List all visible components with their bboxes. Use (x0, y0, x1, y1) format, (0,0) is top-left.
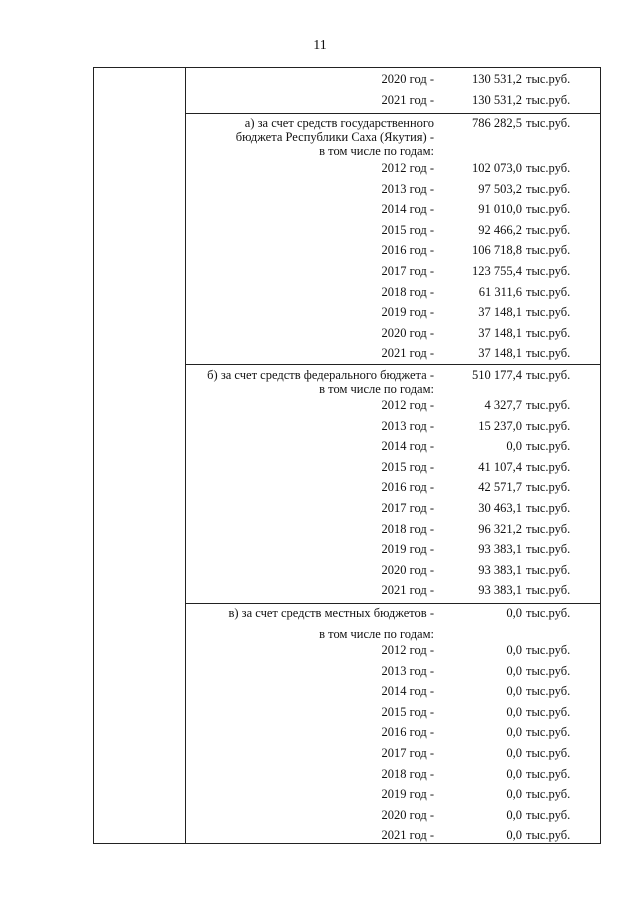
section-a-row-year-label: 2018 год - (381, 284, 434, 299)
section-a-row-amount: 91 010,0 (478, 202, 522, 217)
section-a-subtitle: в том числе по годам: (319, 144, 434, 158)
section-c-row-amount: 0,0 (506, 704, 522, 719)
section-c-row-year-label: 2019 год - (381, 787, 434, 802)
section-b-row-year-label: 2020 год - (381, 562, 434, 577)
section-a-row-unit: тыс.руб. (526, 243, 571, 258)
section-c-row-year-label: 2012 год - (381, 643, 434, 657)
top-row-year-label: 2020 год - (381, 72, 434, 86)
section-a-row-amount: 123 755,4 (472, 264, 522, 278)
section-c-divider (185, 603, 600, 604)
section-a-title: а) за счет средств государственного (244, 116, 434, 130)
section-c-row-unit: тыс.руб. (526, 746, 571, 760)
top-row-unit: тыс.руб. (526, 92, 571, 107)
page-number: 11 (313, 38, 327, 53)
section-b-row-year-label: 2021 год - (381, 583, 434, 598)
section-a-row-amount: 102 073,0 (472, 161, 522, 175)
section-a-row-unit: тыс.руб. (526, 305, 571, 320)
section-b-row-unit: тыс.руб. (526, 521, 571, 536)
section-c-row-year-label: 2015 год - (381, 704, 434, 719)
section-b-row-amount: 93 383,1 (478, 562, 522, 577)
section-a-total: 786 282,5 (472, 116, 522, 130)
section-a-row-year-label: 2021 год - (381, 346, 434, 361)
section-c-row-unit: тыс.руб. (526, 766, 571, 781)
section-b-row-year-label: 2016 год - (381, 480, 434, 495)
section-b-row-amount: 96 321,2 (478, 521, 522, 536)
section-b-row-year-label: 2017 год - (381, 501, 434, 515)
section-c-row-unit: тыс.руб. (526, 725, 571, 740)
section-b-row-amount: 15 237,0 (478, 418, 522, 433)
section-a-row-amount: 97 503,2 (478, 181, 522, 196)
section-a-title-line2: бюджета Республики Саха (Якутия) - (235, 130, 434, 144)
section-a-row-unit: тыс.руб. (526, 325, 571, 340)
section-a-row-unit: тыс.руб. (526, 346, 571, 361)
section-b-row-amount: 41 107,4 (478, 459, 522, 474)
section-b-row-unit: тыс.руб. (526, 501, 571, 515)
section-a-row-amount: 92 466,2 (478, 222, 522, 237)
section-c-row-amount: 0,0 (506, 746, 522, 760)
section-c-row-year-label: 2013 год - (381, 663, 434, 678)
section-c-row-unit: тыс.руб. (526, 787, 571, 802)
section-b-row-unit: тыс.руб. (526, 439, 571, 454)
section-c-row-unit: тыс.руб. (526, 643, 571, 657)
section-b-row-unit: тыс.руб. (526, 459, 571, 474)
section-a-row-unit: тыс.руб. (526, 284, 571, 299)
top-row-unit: тыс.руб. (526, 72, 571, 86)
section-b-row-amount: 93 383,1 (478, 542, 522, 557)
section-a-row-year-label: 2019 год - (381, 305, 434, 320)
section-a-row-unit: тыс.руб. (526, 264, 571, 278)
section-c-row-unit: тыс.руб. (526, 807, 571, 822)
section-c-row-year-label: 2020 год - (381, 807, 434, 822)
section-c-row-amount: 0,0 (506, 643, 522, 657)
section-c-row-amount: 0,0 (506, 787, 522, 802)
section-c-row-year-label: 2021 год - (381, 828, 434, 843)
section-a-row-amount: 37 148,1 (478, 346, 522, 361)
section-a-row-unit: тыс.руб. (526, 222, 571, 237)
section-b-row-unit: тыс.руб. (526, 398, 571, 412)
section-c-row-amount: 0,0 (506, 684, 522, 699)
section-b-row-year-label: 2019 год - (381, 542, 434, 557)
section-c-row-unit: тыс.руб. (526, 663, 571, 678)
section-b-divider (185, 364, 600, 365)
section-b-row-amount: 30 463,1 (478, 501, 522, 515)
section-a-row-amount: 61 311,6 (478, 284, 522, 299)
section-b-row-unit: тыс.руб. (526, 480, 571, 495)
section-a-row-year-label: 2016 год - (381, 243, 434, 258)
section-c-subtitle: в том числе по годам: (319, 627, 434, 641)
section-b-row-amount: 0,0 (506, 439, 522, 454)
section-b-title: б) за счет средств федерального бюджета - (207, 368, 434, 382)
section-c-total-unit: тыс.руб. (526, 606, 571, 620)
section-b-row-amount: 4 327,7 (484, 398, 522, 412)
section-b-total-unit: тыс.руб. (526, 368, 571, 382)
section-a-row-unit: тыс.руб. (526, 202, 571, 217)
section-c-row-amount: 0,0 (506, 828, 522, 843)
section-b-row-amount: 42 571,7 (478, 480, 522, 495)
section-c-row-year-label: 2017 год - (381, 746, 434, 760)
section-a-row-year-label: 2012 год - (381, 161, 434, 175)
section-c-row-unit: тыс.руб. (526, 684, 571, 699)
section-b-row-year-label: 2015 год - (381, 459, 434, 474)
section-c-row-year-label: 2016 год - (381, 725, 434, 740)
section-b-total: 510 177,4 (472, 368, 522, 382)
section-a-row-amount: 37 148,1 (478, 325, 522, 340)
section-c-row-amount: 0,0 (506, 725, 522, 740)
section-b-row-unit: тыс.руб. (526, 562, 571, 577)
section-a-row-year-label: 2015 год - (381, 222, 434, 237)
section-a-row-year-label: 2013 год - (381, 181, 434, 196)
section-a-row-amount: 37 148,1 (478, 305, 522, 320)
section-b-subtitle: в том числе по годам: (319, 382, 434, 396)
section-a-row-unit: тыс.руб. (526, 161, 571, 175)
section-b-row-unit: тыс.руб. (526, 542, 571, 557)
section-c-row-unit: тыс.руб. (526, 704, 571, 719)
section-b-row-year-label: 2014 год - (381, 439, 434, 454)
section-a-row-unit: тыс.руб. (526, 181, 571, 196)
top-row-amount: 130 531,2 (472, 92, 522, 107)
section-c-total: 0,0 (506, 606, 522, 620)
section-c-row-year-label: 2018 год - (381, 766, 434, 781)
section-c-row-amount: 0,0 (506, 766, 522, 781)
section-a-row-amount: 106 718,8 (472, 243, 522, 258)
section-c-row-year-label: 2014 год - (381, 684, 434, 699)
section-b-row-amount: 93 383,1 (478, 583, 522, 598)
section-a-row-year-label: 2020 год - (381, 325, 434, 340)
section-c-title: в) за счет средств местных бюджетов - (228, 606, 434, 620)
section-c-row-amount: 0,0 (506, 807, 522, 822)
section-a-row-year-label: 2017 год - (381, 264, 434, 278)
top-row-year-label: 2021 год - (381, 92, 434, 107)
section-c-row-amount: 0,0 (506, 663, 522, 678)
section-b-row-year-label: 2013 год - (381, 418, 434, 433)
section-b-row-year-label: 2012 год - (381, 398, 434, 412)
section-b-row-unit: тыс.руб. (526, 418, 571, 433)
section-a-total-unit: тыс.руб. (526, 116, 571, 130)
section-a-row-year-label: 2014 год - (381, 202, 434, 217)
section-b-row-year-label: 2018 год - (381, 521, 434, 536)
section-a-divider (185, 113, 600, 114)
top-row-amount: 130 531,2 (472, 72, 522, 86)
section-c-row-unit: тыс.руб. (526, 828, 571, 843)
funding-table (93, 67, 601, 844)
section-b-row-unit: тыс.руб. (526, 583, 571, 598)
